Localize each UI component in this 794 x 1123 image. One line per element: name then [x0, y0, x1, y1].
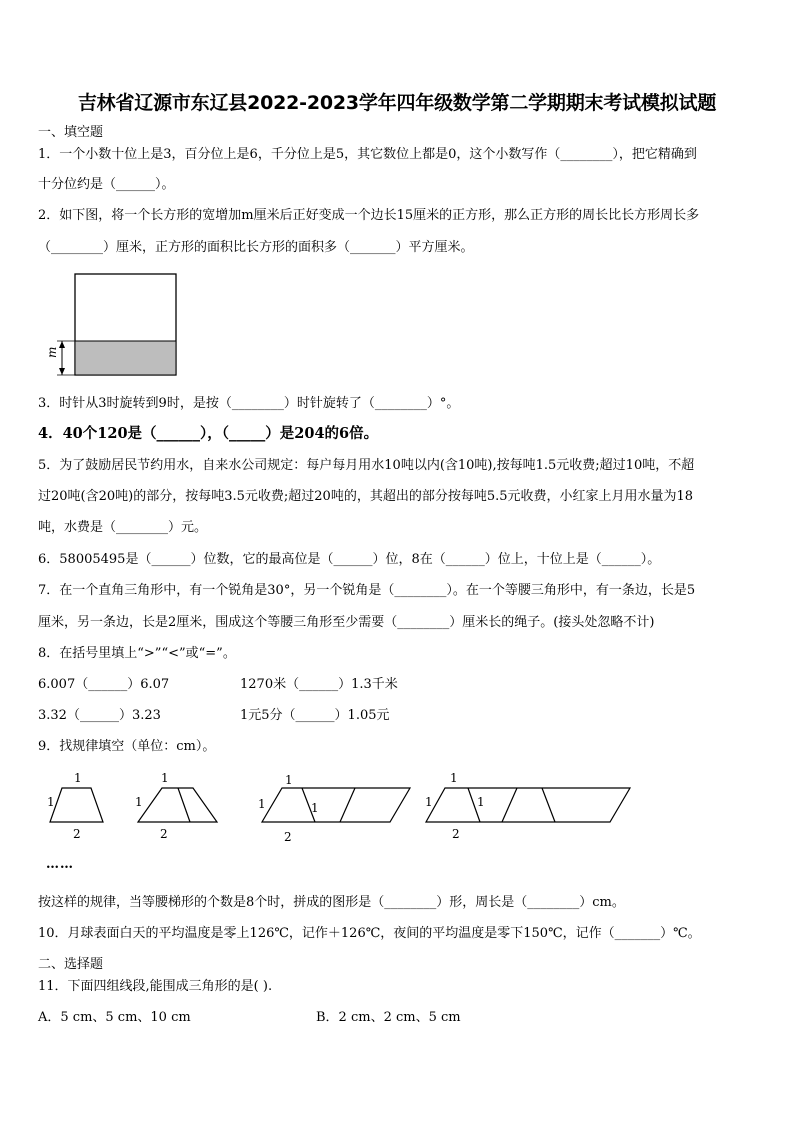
arrow-down-icon [59, 368, 65, 375]
question-2-line-2: （________）厘米，正方形的面积比长方形的面积多（_______）平方厘米。 [38, 240, 474, 255]
question-8-item-1: 6.007（______）6.07 [38, 677, 170, 692]
label-bottom-3: 2 [284, 830, 292, 844]
question-1-line-1: 1．一个小数十位上是3，百分位上是6，千分位上是5，其它数位上都是0，这个小数写作（________），把它精确到 [38, 147, 697, 162]
pattern-4-divider-2 [502, 788, 517, 822]
label-top-3: 1 [285, 773, 293, 787]
pattern-3-divider-2 [340, 788, 355, 822]
label-side-3: 1 [258, 797, 266, 811]
section-multiple-choice: 二、选择题 [38, 957, 104, 972]
question-11-stem: 11．下面四组线段,能围成三角形的是( ). [38, 979, 273, 994]
question-7-line-1: 7．在一个直角三角形中，有一个锐角是30°，另一个锐角是（________）。在一个等腰三角形中，有一条边，长是5 [38, 583, 696, 598]
shaded-strip [76, 341, 176, 374]
question-5-line-2: 过20吨(含20吨)的部分，按每吨3.5元收费;超过20吨的，其超出的部分按每吨5.5元收费，小红家上月用水量为18 [38, 489, 694, 504]
pattern-4-divider-3 [542, 788, 555, 822]
label-side-4: 1 [425, 795, 433, 809]
question-3: 3．时针从3时旋转到9时，是按（________）时针旋转了（________）°。 [38, 396, 460, 411]
question-8-item-4: 1元5分（______）1.05元 [240, 708, 390, 723]
question-9-answer: 按这样的规律，当等腰梯形的个数是8个时，拼成的图形是（________）形，周长是（________）cm。 [38, 895, 625, 910]
label-bottom-4: 2 [452, 827, 460, 841]
question-8-intro: 8．在括号里填上“>”“<”或“=”。 [38, 646, 236, 661]
page-title: 吉林省辽源市东辽县2022-2023学年四年级数学第二学期期末考试模拟试题 [77, 92, 717, 114]
label-inner-4: 1 [477, 795, 485, 809]
label-top-1: 1 [74, 771, 82, 785]
question-5-line-1: 5．为了鼓励居民节约用水，自来水公司规定：每户每月用水10吨以内(含10吨),按每吨1.5元收费;超过10吨，不超 [38, 458, 695, 473]
pattern-3-outline [262, 788, 410, 822]
question-4: 4．40个120是（______），（_____）是204的6倍。 [38, 425, 379, 442]
label-bottom-2: 2 [160, 827, 168, 841]
question-10: 10．月球表面白天的平均温度是零上126℃，记作＋126℃，夜间的平均温度是零下150℃，记作（_______）℃。 [38, 926, 701, 941]
question-7-line-2: 厘米，另一条边，长是2厘米，围成这个等腰三角形至少需要（________）厘米长的绳子。(接头处忽略不计) [38, 615, 655, 630]
m-label: m [45, 346, 59, 358]
question-8-item-3: 3.32（______）3.23 [38, 708, 161, 723]
label-top-4: 1 [450, 771, 458, 785]
question-9-intro: 9．找规律填空（单位：cm）。 [38, 739, 216, 754]
section-fill-blank: 一、填空题 [38, 125, 104, 140]
label-bottom-1: 2 [73, 827, 81, 841]
question-11-option-b: B．2 cm、2 cm、5 cm [316, 1010, 461, 1025]
question-8-item-2: 1270米（______）1.3千米 [240, 677, 398, 692]
pattern-4-outline [426, 788, 630, 822]
question-1-line-2: 十分位约是（______）。 [38, 177, 175, 192]
pattern-2-divider [178, 788, 190, 822]
question-11-option-a: A．5 cm、5 cm、10 cm [38, 1010, 191, 1025]
label-side-2: 1 [135, 795, 143, 809]
pattern-2-outline [138, 788, 217, 822]
question-2-figure [40, 268, 190, 380]
label-inner-3: 1 [311, 801, 319, 815]
continuation-dots: …… [46, 857, 74, 872]
question-5-line-3: 吨，水费是（________）元。 [38, 520, 208, 535]
arrow-up-icon [59, 341, 65, 348]
label-top-2: 1 [161, 771, 169, 785]
trapezoid-1 [50, 788, 103, 822]
question-9-figure [40, 768, 650, 844]
question-6: 6．58005495是（______）位数，它的最高位是（______）位，8在（______）位上，十位上是（______）。 [38, 552, 661, 567]
label-side-1: 1 [47, 795, 55, 809]
question-2-line-1: 2．如下图，将一个长方形的宽增加m厘米后正好变成一个边长15厘米的正方形，那么正方形的周长比长方形周长多 [38, 208, 700, 223]
